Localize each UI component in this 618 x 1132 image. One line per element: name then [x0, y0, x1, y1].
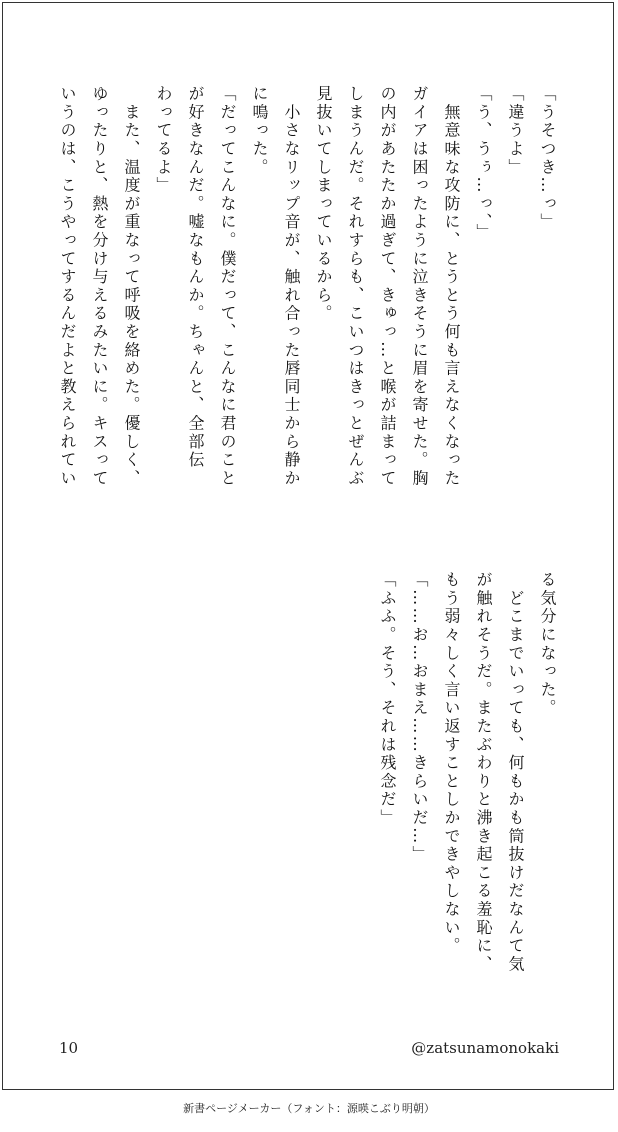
text-line: 「う、うぅ…っ、」 — [474, 85, 493, 242]
text-line: の内があたたか過ぎて、きゅっ…と喉が詰まって — [378, 85, 397, 488]
text-line: 小さなリップ音が、触れ合った唇同士から静か — [282, 85, 301, 488]
generator-caption: 新書ページメーカー（フォント：源暎こぶり明朝） — [183, 1102, 435, 1115]
text-line: 「ふふ。そう、それは残念だ」 — [378, 571, 397, 828]
text-line: に鳴った。 — [250, 85, 269, 177]
text-line: どこまでいっても、何もかも筒抜けだなんて気 — [506, 571, 525, 974]
text-line: また、温度が重なって呼吸を絡めた。優しく、 — [122, 85, 141, 488]
lower-text-column — [363, 571, 563, 1011]
text-line: 無意味な攻防に、とうとう何も言えなくなった — [442, 85, 461, 488]
author-handle: @zatsunamonokaki — [411, 1039, 559, 1057]
text-line: 見抜いてしまっているから。 — [314, 85, 333, 323]
upper-text-column — [43, 85, 563, 525]
text-line: もう弱々しく言い返すことしかできやしない。 — [442, 571, 461, 956]
text-line: る気分になった。 — [538, 571, 557, 718]
text-line: が触れそうだ。またぶわりと沸き起こる羞恥に、 — [474, 571, 493, 974]
text-line: が好きなんだ。嘘なもんか。ちゃんと、全部伝 — [186, 85, 205, 470]
page-frame — [2, 2, 614, 1090]
text-line: ガイアは困ったように泣きそうに眉を寄せた。胸 — [410, 85, 429, 488]
text-line: ゆったりと、熱を分け与えるみたいに。キスって — [90, 85, 109, 488]
text-line: 「違うよ」 — [506, 85, 525, 177]
page-number: 10 — [59, 1039, 79, 1057]
text-line: いうのは、こうやってするんだよと教えられてい — [58, 85, 77, 488]
text-line: 「うそつき…っ」 — [538, 85, 557, 232]
text-line: しまうんだ。それすらも、こいつはきっとぜんぶ — [346, 85, 365, 488]
text-line: 「……お…おまえ……きらいだ…」 — [410, 571, 429, 864]
text-line: 「だってこんなに。僕だって、こんなに君のこと — [218, 85, 237, 488]
text-line: わってるよ」 — [154, 85, 173, 195]
